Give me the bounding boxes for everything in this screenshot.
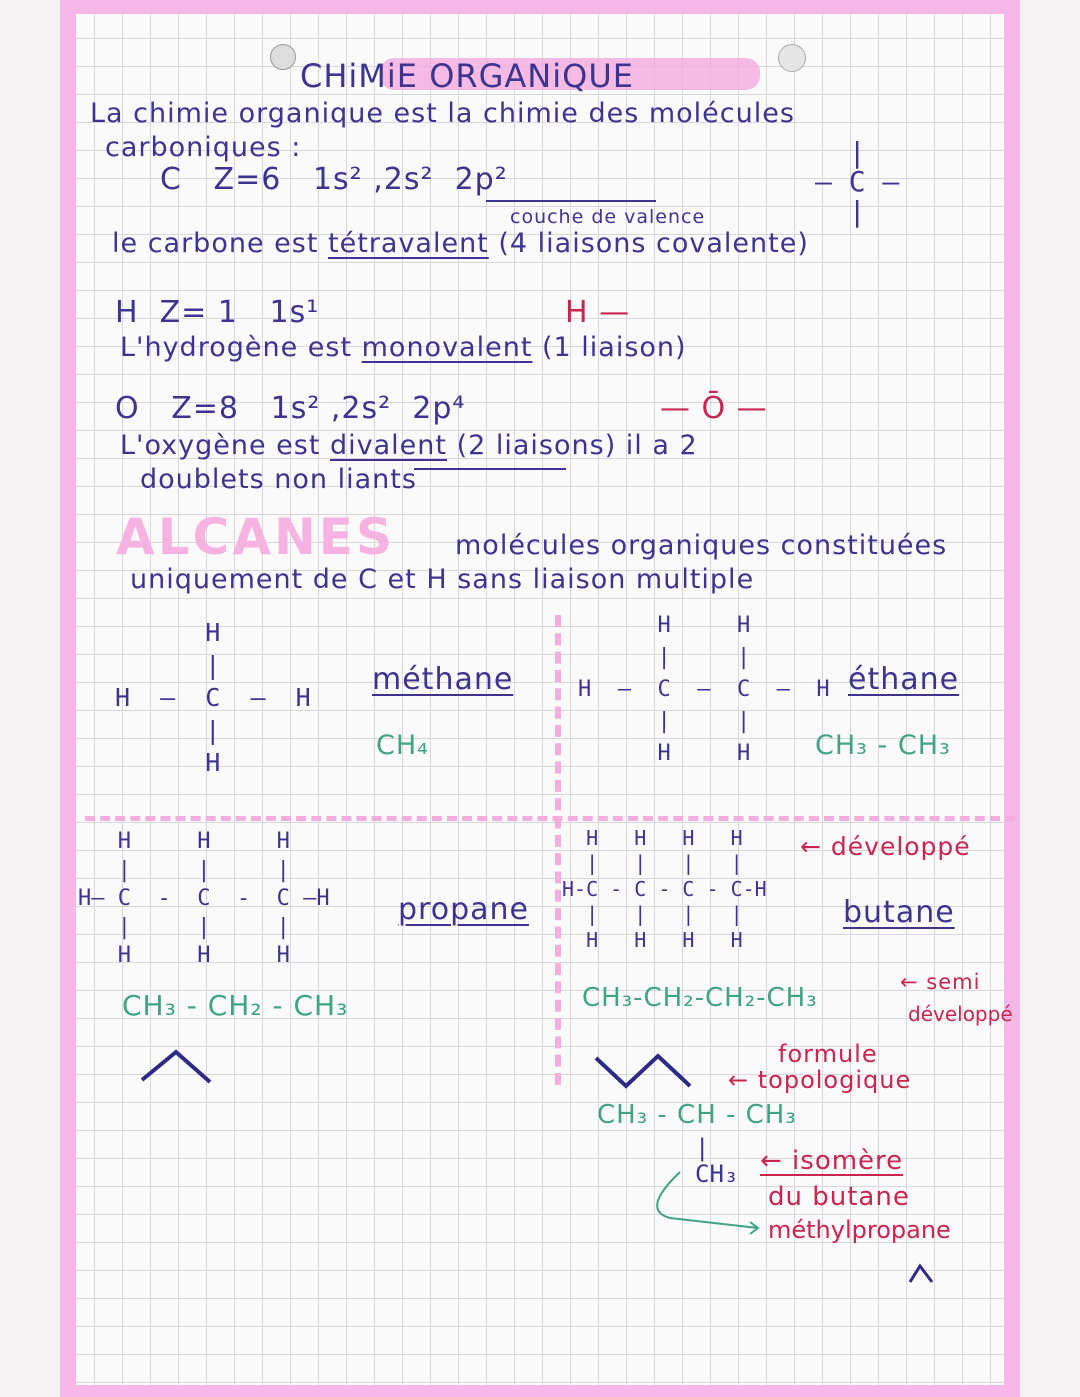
propane-structure: H H H | | | H— C - C - C —H | | | H H H [78, 829, 330, 969]
keyword-divalent: divalent [330, 430, 447, 461]
developed-note: ← développé [800, 832, 971, 861]
page-title: CHiMiE ORGANiQUE [300, 57, 634, 95]
oxygen-lewis: — Ō — [660, 391, 768, 426]
text: L'oxygène est [120, 430, 331, 461]
keyword-monovalent: monovalent [361, 332, 533, 363]
hydrogen-config: H Z= 1 1s¹ [115, 295, 320, 330]
methane-name: méthane [372, 662, 514, 697]
text: (4 liaisons covalente) [488, 228, 809, 259]
isomer-formula: CH₃ - CH - CH₃ [597, 1100, 797, 1130]
text: L'hydrogène est [120, 332, 362, 363]
valence-note: couche de valence [510, 206, 706, 228]
semi-note-2: développé [908, 1002, 1013, 1026]
butane-name: butane [843, 895, 955, 930]
semi-note-1: ← semi [900, 970, 981, 994]
alcanes-heading: ALCANES [116, 508, 395, 566]
topo-note-1: formule [778, 1040, 878, 1068]
text: (2 liaisons) il a 2 [447, 430, 698, 461]
ethane-formula: CH₃ - CH₃ [815, 730, 951, 761]
ethane-structure: H H | | H — C — C — H | | H H [578, 613, 830, 766]
butane-topology [596, 1056, 690, 1086]
propane-name: propane [398, 892, 529, 927]
isomer-branch: | CH₃ [695, 1134, 739, 1189]
oxygen-statement-2: doublets non liants [140, 464, 417, 495]
methylpropane-topology [910, 1266, 932, 1282]
isomer-note: ← isomère [760, 1146, 904, 1176]
methane-formula: CH₄ [376, 730, 429, 761]
butane-formula: CH₃-CH₂-CH₂-CH₃ [582, 983, 818, 1013]
butane-structure: H H H H | | | | H-C - C - C - C-H | | | | H H H H [562, 826, 767, 952]
oxygen-config: O Z=8 1s² ,2s² 2p⁴ [115, 391, 466, 426]
alcanes-def-1: molécules organiques constituées [455, 530, 948, 561]
isomer-note-2: du butane [768, 1182, 910, 1212]
text: (1 liaison) [532, 332, 687, 363]
isomer-name: méthylpropane [768, 1216, 951, 1244]
propane-formula: CH₃ - CH₂ - CH₃ [122, 989, 349, 1022]
hydrogen-lewis: H — [565, 295, 631, 330]
topo-note-2: ← topologique [728, 1066, 912, 1094]
alcanes-def-2: uniquement de C et H sans liaison multiple [130, 564, 755, 595]
propane-topology [142, 1052, 210, 1082]
intro-line-1: La chimie organique est la chimie des molécules [90, 98, 795, 129]
carbon-lewis: | — C — | [815, 136, 900, 228]
methane-structure: H | H — C — H | H [115, 618, 311, 777]
text: le carbone est [112, 228, 328, 259]
intro-line-2: carboniques : [105, 132, 302, 163]
carbon-config: C Z=6 1s² ,2s² 2p² [160, 162, 508, 197]
ethane-name: éthane [848, 662, 960, 697]
isomer-arrow [657, 1172, 758, 1228]
keyword-tetravalent: tétravalent [328, 228, 489, 259]
